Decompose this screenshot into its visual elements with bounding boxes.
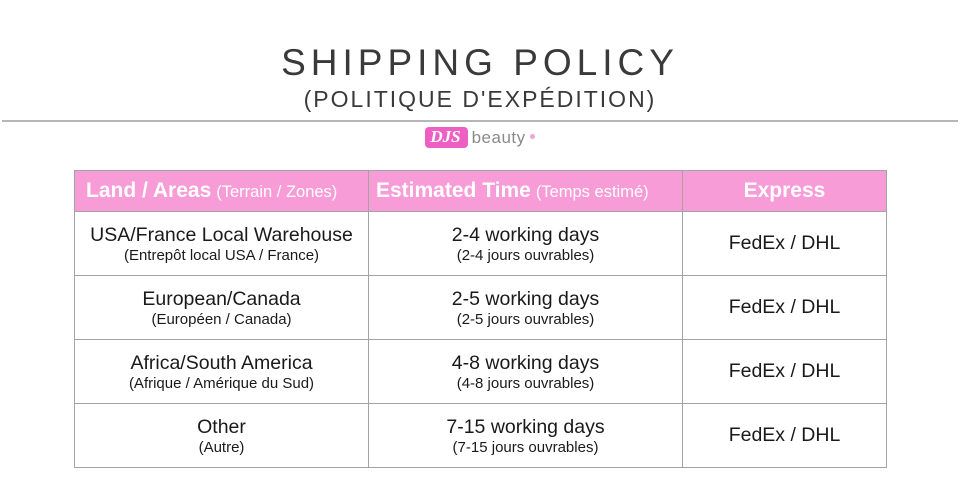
express-text: FedEx / DHL [728, 424, 841, 446]
time-text: 2-4 working days [451, 223, 600, 246]
header-estimated-time [369, 171, 683, 212]
header-land-areas [75, 171, 369, 212]
header-express-label: Express [743, 179, 826, 202]
area-text: Other [197, 415, 246, 438]
page-title: SHIPPING POLICY [281, 42, 679, 83]
time-cell [369, 404, 683, 468]
express-cell [683, 212, 887, 276]
express-text: FedEx / DHL [728, 296, 841, 318]
area-text: USA/France Local Warehouse [90, 223, 353, 246]
express-text: FedEx / DHL [728, 360, 841, 382]
header-land-areas-label: Land / Areas [86, 179, 212, 202]
time-text-fr: (2-4 jours ouvrables) [456, 246, 595, 264]
table-row [75, 404, 887, 468]
time-cell [369, 212, 683, 276]
area-text: European/Canada [142, 287, 301, 310]
express-cell [683, 404, 887, 468]
brand-name: beauty [471, 127, 526, 147]
divider [2, 120, 958, 122]
page-subtitle: (POLITIQUE D'EXPÉDITION) [303, 86, 657, 112]
header-express [683, 171, 887, 212]
brand-badge: DJS [425, 127, 467, 148]
time-text-fr: (7-15 jours ouvrables) [452, 438, 599, 456]
header-land-areas-sublabel: (Terrain / Zones) [216, 183, 338, 201]
express-cell [683, 276, 887, 340]
time-cell [369, 340, 683, 404]
table-header [75, 171, 887, 212]
area-text-fr: (Autre) [198, 438, 245, 456]
brand-logo [0, 127, 960, 148]
table-row [75, 276, 887, 340]
shipping-table [74, 170, 887, 468]
header-estimated-time-sublabel: (Temps estimé) [535, 183, 649, 201]
express-text: FedEx / DHL [728, 232, 841, 254]
time-text-fr: (4-8 jours ouvrables) [456, 374, 595, 392]
header-row [75, 171, 887, 212]
area-text-fr: (Entrepôt local USA / France) [123, 246, 320, 264]
time-text: 7-15 working days [446, 415, 605, 438]
area-cell [75, 276, 369, 340]
area-cell [75, 212, 369, 276]
area-text-fr: (Européen / Canada) [151, 310, 292, 328]
table-row [75, 340, 887, 404]
table-row [75, 212, 887, 276]
area-cell [75, 340, 369, 404]
area-text-fr: (Afrique / Amérique du Sud) [128, 374, 315, 392]
time-cell [369, 276, 683, 340]
area-cell [75, 404, 369, 468]
table-body [75, 212, 887, 468]
time-text-fr: (2-5 jours ouvrables) [456, 310, 595, 328]
express-cell [683, 340, 887, 404]
time-text: 4-8 working days [451, 351, 600, 374]
area-text: Africa/South America [130, 351, 313, 374]
registered-trademark-icon [530, 134, 535, 139]
time-text: 2-5 working days [451, 287, 600, 310]
header-estimated-time-label: Estimated Time [376, 179, 531, 202]
